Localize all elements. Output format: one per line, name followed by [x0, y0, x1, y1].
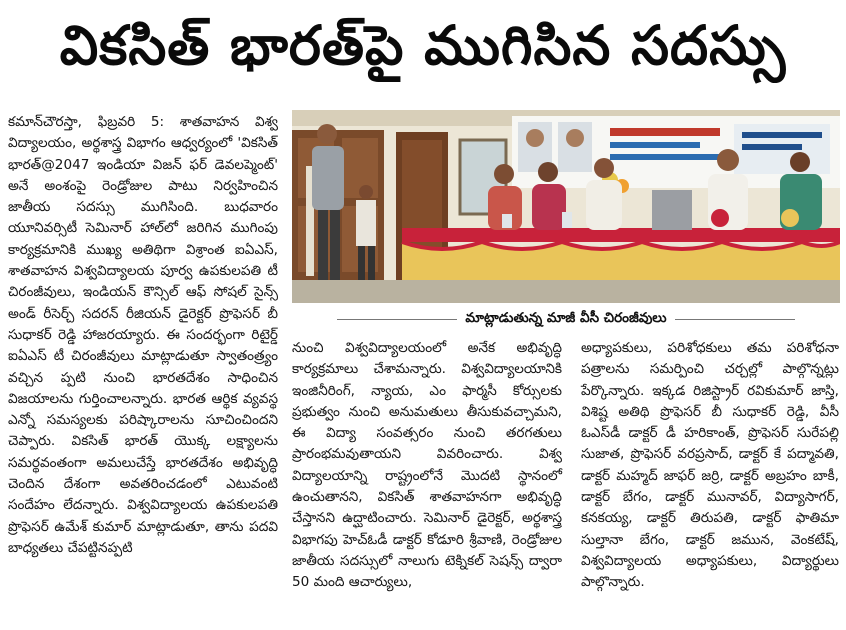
article-column-1: కమాన్‌చౌరస్తా, ఫిబ్రవరి 5: శాతవాహన విశ్వ విద్యాలయం, అర్థశాస్త్ర విభాగం ఆధ్వర్యంలో 'వికసిత్ భారత్@2047 ఇండియా విజన్ ఫర్ డెవలప్మెంట్' అనే అంశంపై రెండ్రోజుల పాటు నిర్వహించిన జాతీయ సదస్సు ముగిసింది. బుధవారం యూనివర్సిటీ సెమినార్ హాల్‌లో జరిగిన ముగింపు కార్యక్రమానికి ముఖ్య అతిథిగా విశ్రాంత ఐఏఎస్, శాతవాహన విశ్వవిద్యాలయ పూర్వ ఉపకులపతి టీ చిరంజీవులు, ఇండియన్ కౌన్సిల్ ఆఫ్ సోషల్ సైన్స్ అండ్ రీసెర్చ్ సదరన్ రీజియన్ డైరెక్టర్ ప్రొఫెసర్ బీ సుధాకర్ రెడ్డి హాజరయ్యారు. ఈ సందర్భంగా రిటైర్డ్ ఐఏఎస్ టీ చిరంజీవులు మాట్లాడుతూ స్వాతంత్ర్యం వచ్చిన ప్పటి నుంచి భారతదేశం సాధించిన విజయాలను గుర్తించాలన్నారు. భారత ఆర్థిక వ్యవస్థ ఎన్నో సమస్యలకు పరిష్కారాలను సూచించిందని చెప్పారు. వికసిత్ భారత్ యొక్క లక్ష్యాలను సమర్థవంతంగా అమలుచేస్తే భారతదేశం అభివృద్ధి చెందిన దేశంగా అవతరించడంలో ఎటువంటి సందేహం లేదన్నారు. విశ్వవిద్యాలయ ఉపకులపతి ప్రొఫెసర్ ఉమేశ్ కుమార్ మాట్లాడుతూ, తాను పదవి బాధ్యతలు చేపట్టినప్పటి — [8, 114, 278, 556]
news-photo — [292, 110, 840, 303]
photo-caption — [292, 305, 840, 333]
photo-caption-text: మాట్లాడుతున్న మాజీ వీసీ చిరంజీవులు — [457, 310, 674, 329]
headline: వికసిత్ భారత్‌పై ముగిసిన సదస్సు — [59, 13, 787, 77]
article-column-2: నుంచి విశ్వవిద్యాలయంలో అనేక అభివృద్ధి కార్యక్రమాలు చేశామన్నారు. విశ్వవిద్యాలయానికి ఇంజినీరింగ్, న్యాయ, ఎం ఫార్మసీ కోర్సులకు ప్రభుత్వం నుంచి అనుమతులు తీసుకువచ్చామని, ఈ విద్యా సంవత్సరం నుంచి తరగతులు ప్రారంభమవుతాయని వివరించారు. విశ్వ విద్యాలయాన్ని రాష్ట్రంలోనే మొదటి స్థానంలో ఉంచుతానని, వికసిత్ శాతవాహనగా అభివృద్ధి చేస్తానని ఉద్ఘాటించారు. సెమినార్ డైరెక్టర్, అర్థశాస్త్ర విభాగపు హెచ్‌ఓడీ డాక్టర్ కోడూరి శ్రీవాణి, రెండ్రోజుల జాతీయ సదస్సులో నాలుగు టెక్నికల్ సెషన్స్ ద్వారా 50 మంది ఆచార్యులు, — [292, 340, 562, 591]
photo-illustration — [292, 110, 840, 303]
article-column-3: అధ్యాపకులు, పరిశోధకులు తమ పరిశోధనా పత్రాలను సమర్పించి చర్చల్లో పాల్గొన్నట్లు పేర్కొన్నారు. ఇక్కడ రిజిస్ట్రార్ రవికుమార్ జాస్తి, విశిష్ట అతిథి ప్రొఫెసర్ బీ సుధాకర్ రెడ్డి, వీసీ ఓఎస్‌డీ డాక్టర్ డీ హరికాంత్, ప్రొఫెసర్ సురేపల్లి సుజాత, ప్రొఫెసర్ వరప్రసాద్, డాక్టర్ కే పద్మావతి, డాక్టర్ మహ్మద్ జాఫర్ జర్రి, డాక్టర్ అబ్రహం బాకీ, డాక్టర్ బేగం, డాక్టర్ మునావర్, విద్యాసాగర్, కనకయ్య, డాక్టర్ తిరుపతి, డాక్టర్ ఫాతిమా సుల్తానా బేగం, డాక్టర్ జమున, వెంకటేష్, విశ్వవిద్యాలయ అధ్యాపకులు, విద్యార్థులు పాల్గొన్నారు. — [581, 340, 839, 591]
